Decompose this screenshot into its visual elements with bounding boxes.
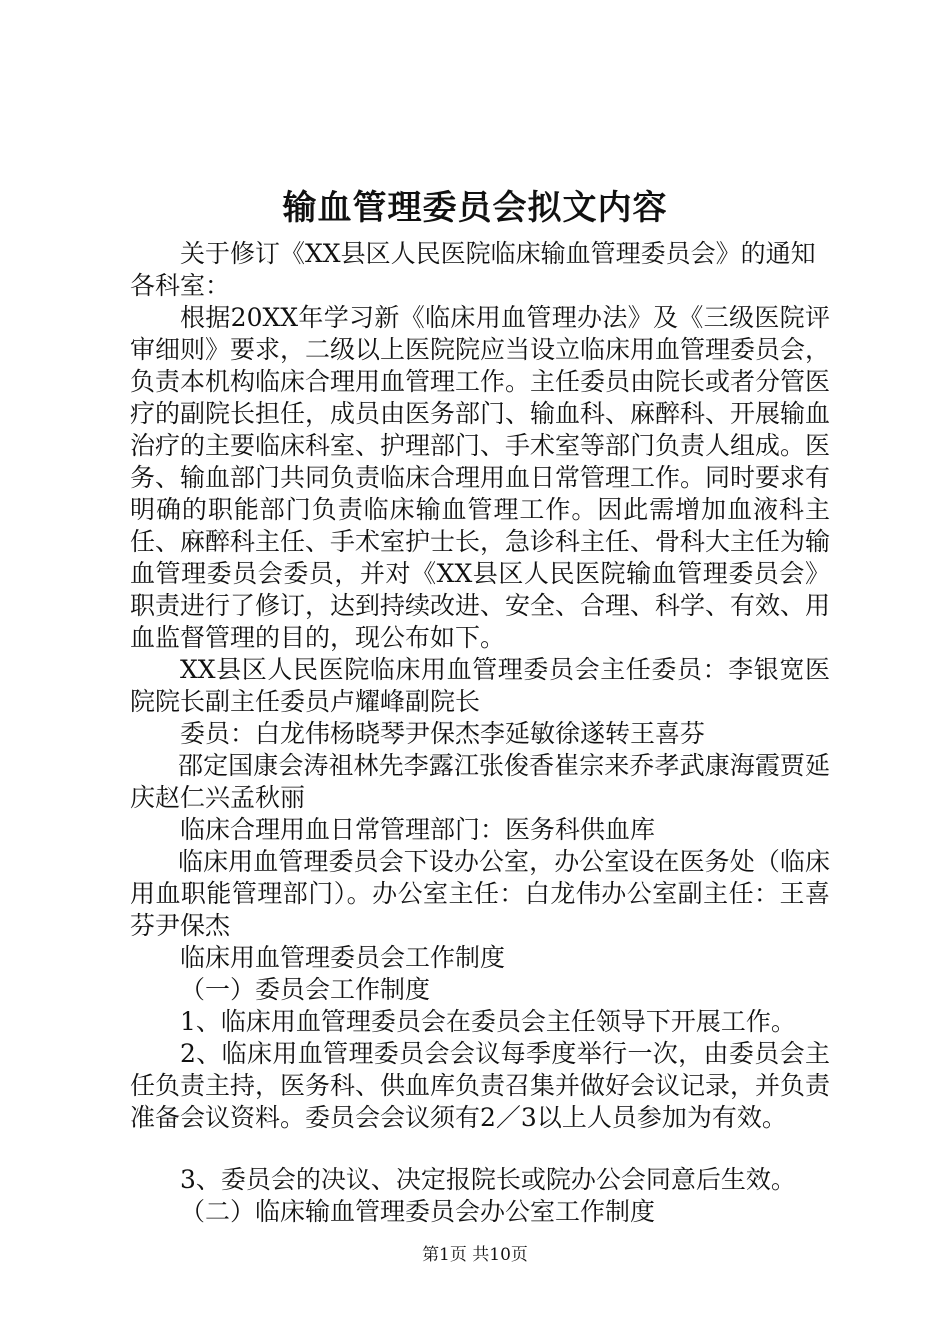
salutation: 各科室： [130,271,231,300]
rule-item-2: 2、临床用血管理委员会会议每季度举行一次，由委员会主任负责主持，医务科、供血库负责召集并做好会议记录，并负责准备会议资料。委员会会议须有2／3以上人员参加为有效。 [130,1039,831,1132]
paragraph-management-department: 临床合理用血日常管理部门：医务科供血库 [180,815,656,844]
paragraph-background: 根据20XX年学习新《临床用血管理办法》及《三级医院评审细则》要求，二级以上医院院应当设立临床用血管理委员会，负责本机构临床合理用血管理工作。主任委员由院长或者分管医疗的副院长担任，成员由医务部门、输血科、麻醉科、开展输血治疗的主要临床科室、护理部门、手术室等部门负责人组成。医务、输血部门共同负责临床合理用血日常管理工作。同时要求有明确的职能部门负责临床输血管理工作。因此需增加血液科主任、麻醉科主任、手术室护士长，急诊科主任、骨科大主任为输血管理委员会委员，并对《XX县区人民医院输血管理委员会》职责进行了修订，达到持续改进、安全、合理、科学、有效、用血监督管理的目的，现公布如下。 [130,303,831,652]
rule-item-3: 3、委员会的决议、决定报院长或院办公会同意后生效。 [180,1165,796,1194]
subsection-heading-office-rules: （二）临床输血管理委员会办公室工作制度 [180,1197,656,1226]
subsection-heading-committee-rules: （一）委员会工作制度 [180,975,431,1004]
paragraph-members: 委员：白龙伟杨晓琴尹保杰李延敏徐遂转王喜芬 [180,719,706,748]
rule-item-1: 1、临床用血管理委员会在委员会主任领导下开展工作。 [180,1007,796,1036]
document-body [130,238,830,1228]
document-title: 输血管理委员会拟文内容 [282,188,668,228]
paragraph-members-continued: 邵定国康会涛祖林先李露江张俊香崔宗来乔孝武康海霞贾延庆赵仁兴孟秋丽 [130,751,830,812]
section-heading-rules: 临床用血管理委员会工作制度 [180,943,506,972]
paragraph-office: 临床用血管理委员会下设办公室，办公室设在医务处（临床用血职能管理部门）。办公室主任：白龙伟办公室副主任：王喜芬尹保杰 [130,847,830,940]
notice-heading: 关于修订《XX县区人民医院临床输血管理委员会》的通知 [180,239,816,268]
page-footer: 第1页 共10页 [422,1245,528,1265]
paragraph-chair: XX县区人民医院临床用血管理委员会主任委员：李银宽医院院长副主任委员卢耀峰副院长 [130,655,830,716]
